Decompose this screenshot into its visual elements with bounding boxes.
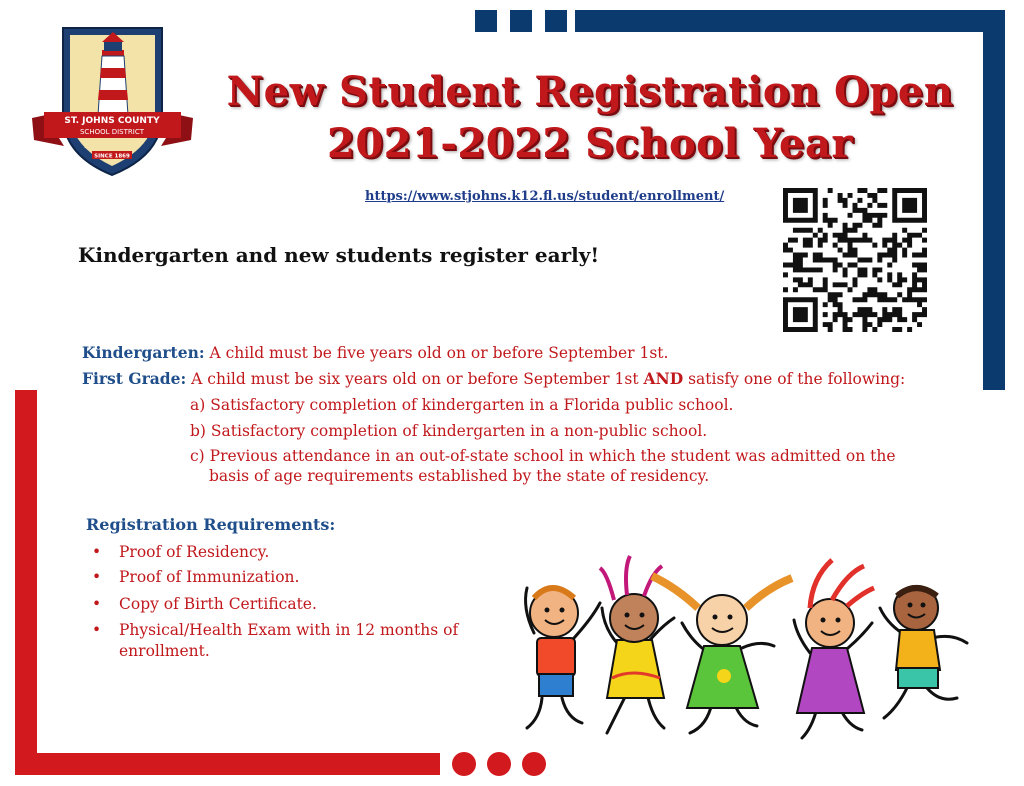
frame-dot-3 bbox=[522, 752, 546, 776]
option-a: a) Satisfactory completion of kindergarten in a Florida public school. bbox=[190, 396, 734, 414]
school-district-logo bbox=[30, 20, 195, 180]
frame-dot-2 bbox=[487, 752, 511, 776]
bullet-marker: • bbox=[92, 568, 102, 586]
first-grade-text-a: A child must be six years old on or before September 1st bbox=[191, 370, 639, 388]
bullet-marker: • bbox=[92, 543, 102, 561]
logo-name-line1: ST. JOHNS COUNTY bbox=[64, 116, 160, 126]
first-grade-requirement bbox=[82, 369, 905, 389]
kindergarten-text: A child must be five years old on or before September 1st. bbox=[209, 344, 669, 362]
requirements-heading: Registration Requirements: bbox=[86, 515, 336, 534]
enrollment-link[interactable]: https://www.stjohns.k12.fl.us/student/enrollment/ bbox=[365, 189, 725, 204]
logo-name-line2: SCHOOL DISTRICT bbox=[79, 128, 145, 136]
kindergarten-requirement bbox=[82, 343, 668, 363]
frame-square-3 bbox=[545, 10, 567, 32]
frame-right-bar bbox=[983, 10, 1005, 390]
logo-since: SINCE 1869 bbox=[94, 153, 130, 160]
frame-left-bar bbox=[15, 390, 37, 775]
first-grade-text-b: satisfy one of the following: bbox=[688, 370, 906, 388]
first-grade-and: AND bbox=[643, 369, 684, 388]
first-grade-label: First Grade: bbox=[82, 369, 187, 388]
option-c: c) Previous attendance in an out-of-state school in which the student was admitted on the bbox=[190, 447, 896, 465]
tagline: Kindergarten and new students register early! bbox=[78, 243, 600, 267]
title-line-1: New Student Registration Open bbox=[226, 68, 954, 115]
dancing-kids-illustration bbox=[512, 548, 982, 748]
logo-motto: EXCELLENCE IN EDUCATION bbox=[84, 144, 140, 149]
frame-bottom-bar bbox=[15, 753, 440, 775]
option-c-continued: basis of age requirements established by the state of residency. bbox=[209, 467, 710, 485]
bullet-marker: • bbox=[92, 595, 102, 613]
frame-top-bar bbox=[575, 10, 1005, 32]
kindergarten-label: Kindergarten: bbox=[82, 343, 205, 362]
frame-square-1 bbox=[475, 10, 497, 32]
frame-dot-1 bbox=[452, 752, 476, 776]
title-line-2: 2021-2022 School Year bbox=[326, 120, 853, 167]
option-b: b) Satisfactory completion of kindergarten in a non-public school. bbox=[190, 422, 708, 440]
qr-code bbox=[783, 188, 927, 332]
frame-square-2 bbox=[510, 10, 532, 32]
bullet-marker: • bbox=[92, 621, 102, 639]
